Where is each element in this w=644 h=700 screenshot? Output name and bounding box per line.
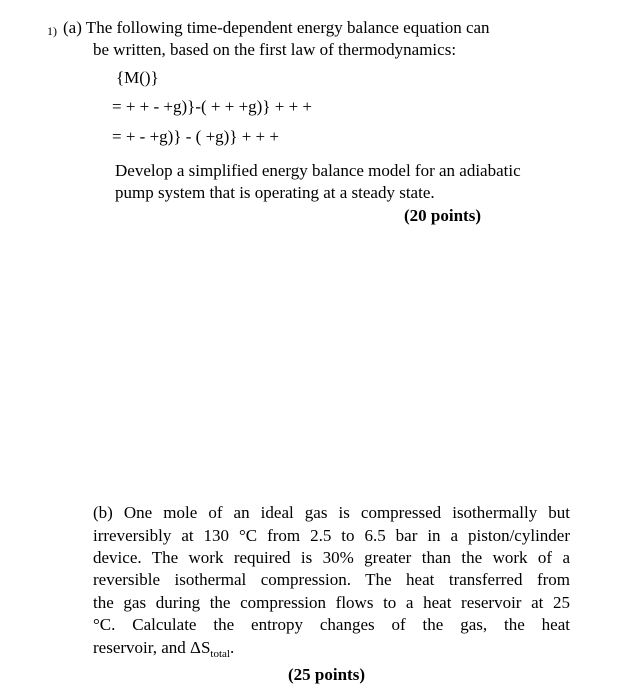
part-b-line-5: the gas during the compression flows to a heat reservoir at 25: [93, 593, 570, 612]
part-b-points: (25 points): [288, 665, 365, 684]
question-number: 1): [47, 24, 57, 38]
part-b-line-7-text: reservoir, and ΔS: [93, 638, 211, 657]
equation-line-2: = + + - +g)}-( + + +g)} + + +: [112, 97, 312, 116]
part-b-line-2: irreversibly at 130 °C from 2.5 to 6.5 bar in a piston/cylinder: [93, 526, 570, 545]
part-b-line-7-period: .: [229, 638, 235, 657]
part-b-line-3: device. The work required is 30% greater than the work of a: [93, 548, 570, 567]
part-b-line-1: (b) One mole of an ideal gas is compressed isothermally but: [93, 503, 570, 522]
part-a-line-1: (a) The following time-dependent energy balance equation can: [63, 18, 490, 37]
equation-line-1: {M()}: [116, 68, 159, 87]
part-a-line-2: be written, based on the first law of thermodynamics:: [93, 40, 457, 59]
delta-s-subscript: total: [210, 648, 230, 660]
part-b-line-7: [93, 637, 234, 665]
part-a-points: (20 points): [404, 206, 481, 225]
part-a-task-line-1: Develop a simplified energy balance model for an adiabatic: [115, 161, 521, 180]
part-b-line-6: °C. Calculate the entropy changes of the gas, the heat: [93, 615, 570, 634]
part-b-line-4: reversible isothermal compression. The heat transferred from: [93, 570, 570, 589]
part-a-task-line-2: pump system that is operating at a steady state.: [115, 183, 435, 202]
equation-line-3: = + - +g)} - ( +g)} + + +: [112, 127, 279, 146]
